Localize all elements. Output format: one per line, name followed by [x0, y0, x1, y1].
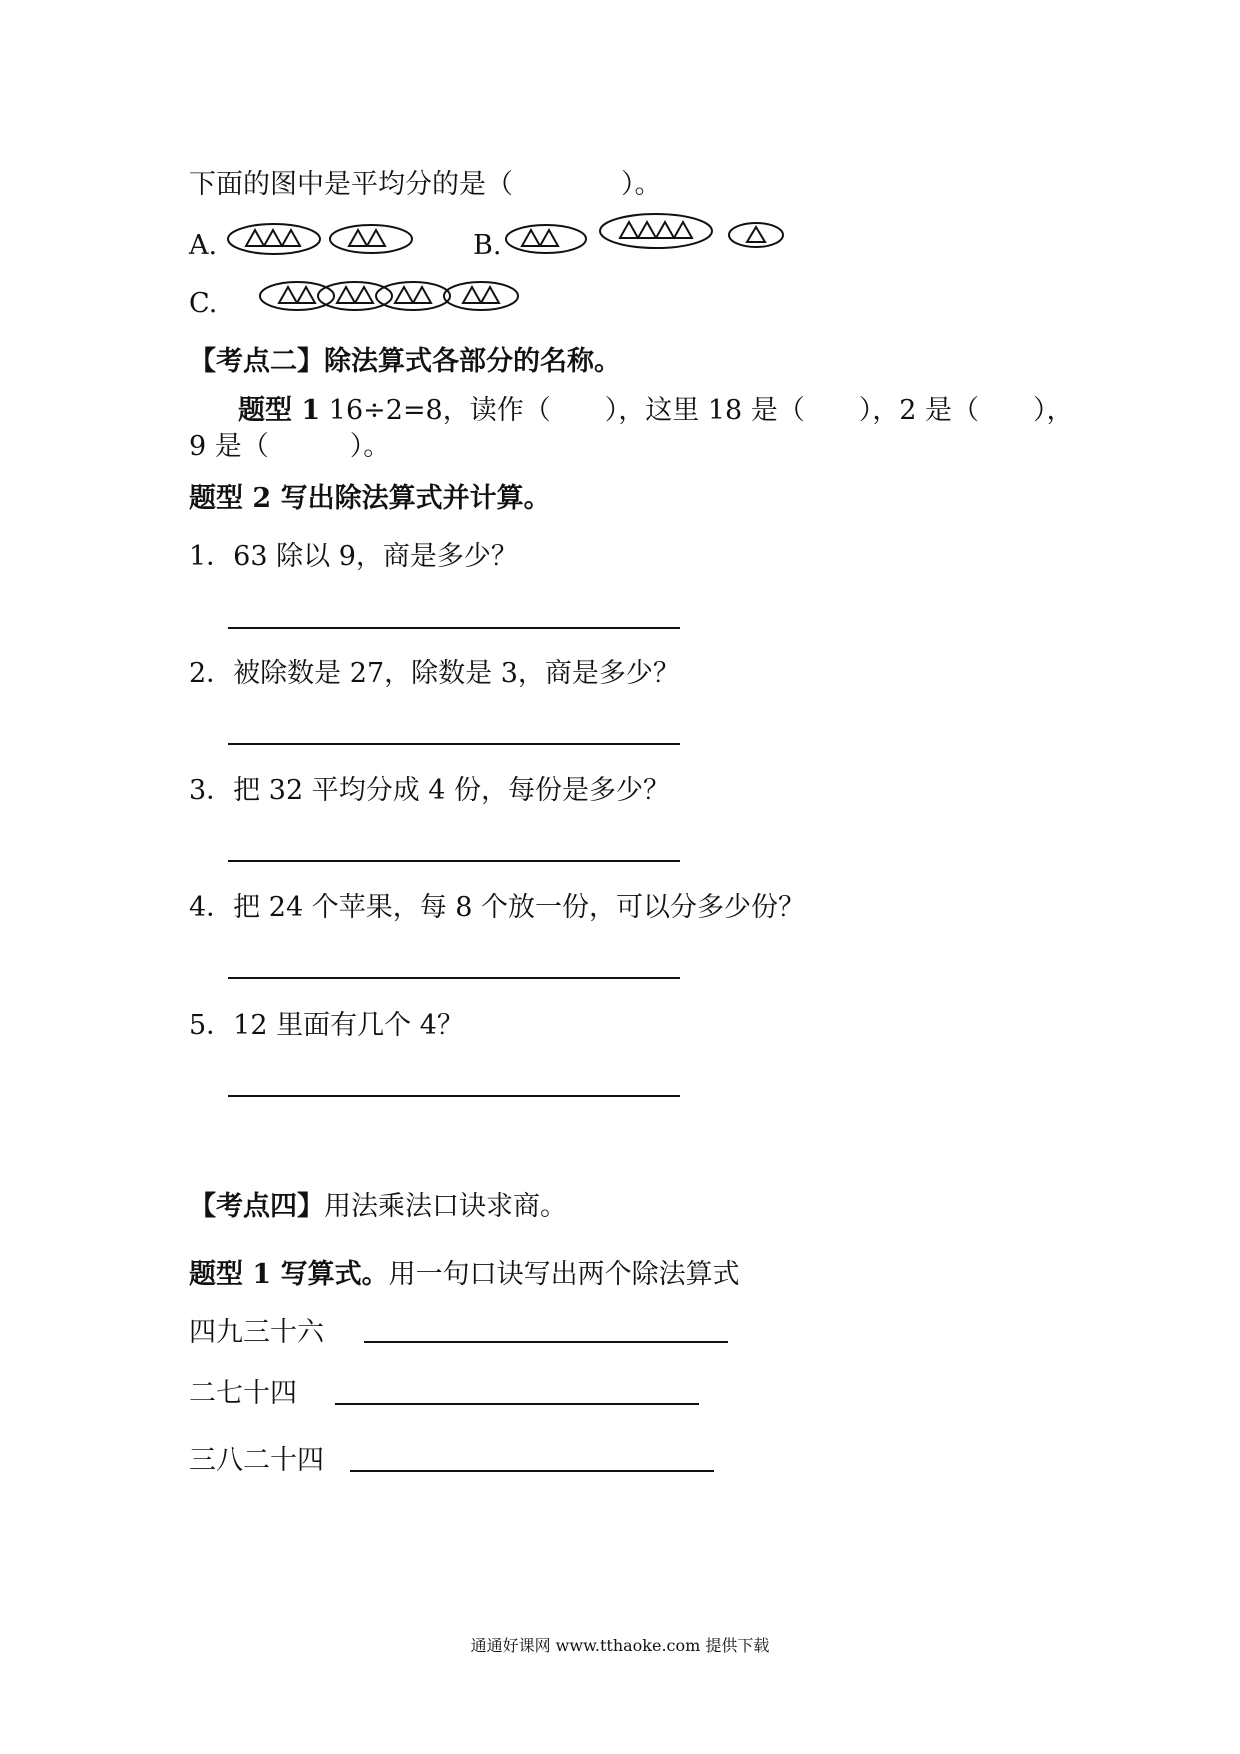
- option-b-group-1: [504, 222, 589, 256]
- question-item-3: 3．把 32 平均分成 4 份，每份是多少？: [189, 775, 671, 806]
- answer-line-1[interactable]: [228, 627, 680, 629]
- rhyme-answer-line-1[interactable]: [364, 1341, 728, 1343]
- option-c-label: C.: [189, 288, 218, 319]
- type-1-label: 题型 1: [238, 395, 321, 426]
- question-equal-share: 下面的图中是平均分的是（ ）。: [189, 169, 662, 200]
- answer-line-3[interactable]: [228, 860, 680, 862]
- option-c-group-4: [442, 279, 522, 313]
- question-item-1: 1．63 除以 9，商是多少？: [189, 541, 518, 572]
- section-2-type-2-heading: 题型 2 写出除法算式并计算。: [189, 483, 551, 514]
- option-a-group-1: [226, 222, 326, 256]
- rhyme-answer-line-2[interactable]: [335, 1403, 699, 1405]
- section-4-type-1-bold: 题型 1 写算式。: [189, 1259, 389, 1290]
- section-4-heading: [189, 1190, 567, 1224]
- section-2-type-1-cont: 9 是（ ）。: [189, 431, 391, 462]
- rhyme-1: 四九三十六: [189, 1317, 324, 1348]
- section-4-heading-rest: 用法乘法口诀求商。: [324, 1191, 567, 1222]
- answer-line-4[interactable]: [228, 977, 680, 979]
- option-b-label: B.: [473, 230, 502, 261]
- question-item-2: 2．被除数是 27，除数是 3，商是多少？: [189, 658, 680, 689]
- rhyme-2: 二七十四: [189, 1378, 297, 1409]
- option-b-group-3: [727, 220, 787, 250]
- answer-line-5[interactable]: [228, 1095, 680, 1097]
- question-item-5: 5．12 里面有几个 4？: [189, 1010, 464, 1041]
- rhyme-answer-line-3[interactable]: [350, 1470, 714, 1472]
- option-a-label: A.: [189, 230, 218, 261]
- question-item-4: 4．把 24 个苹果，每 8 个放一份，可以分多少份？: [189, 892, 806, 923]
- page-footer: 通通好课网 www.tthaoke.com 提供下载: [470, 1636, 770, 1655]
- rhyme-3: 三八二十四: [189, 1445, 324, 1476]
- option-a-group-2: [327, 222, 417, 256]
- option-b-group-2: [598, 211, 718, 251]
- section-2-heading: 【考点二】除法算式各部分的名称。: [189, 346, 621, 377]
- section-4-heading-bold: 【考点四】: [189, 1191, 324, 1222]
- section-4-type-1-rest: 用一句口诀写出两个除法算式: [388, 1259, 740, 1290]
- section-2-type-1: [238, 394, 1074, 428]
- section-4-type-1: [189, 1258, 740, 1292]
- type-1-text: 16÷2=8，读作（ ），这里 18 是（ ），2 是（ ），: [328, 395, 1074, 426]
- answer-line-2[interactable]: [228, 743, 680, 745]
